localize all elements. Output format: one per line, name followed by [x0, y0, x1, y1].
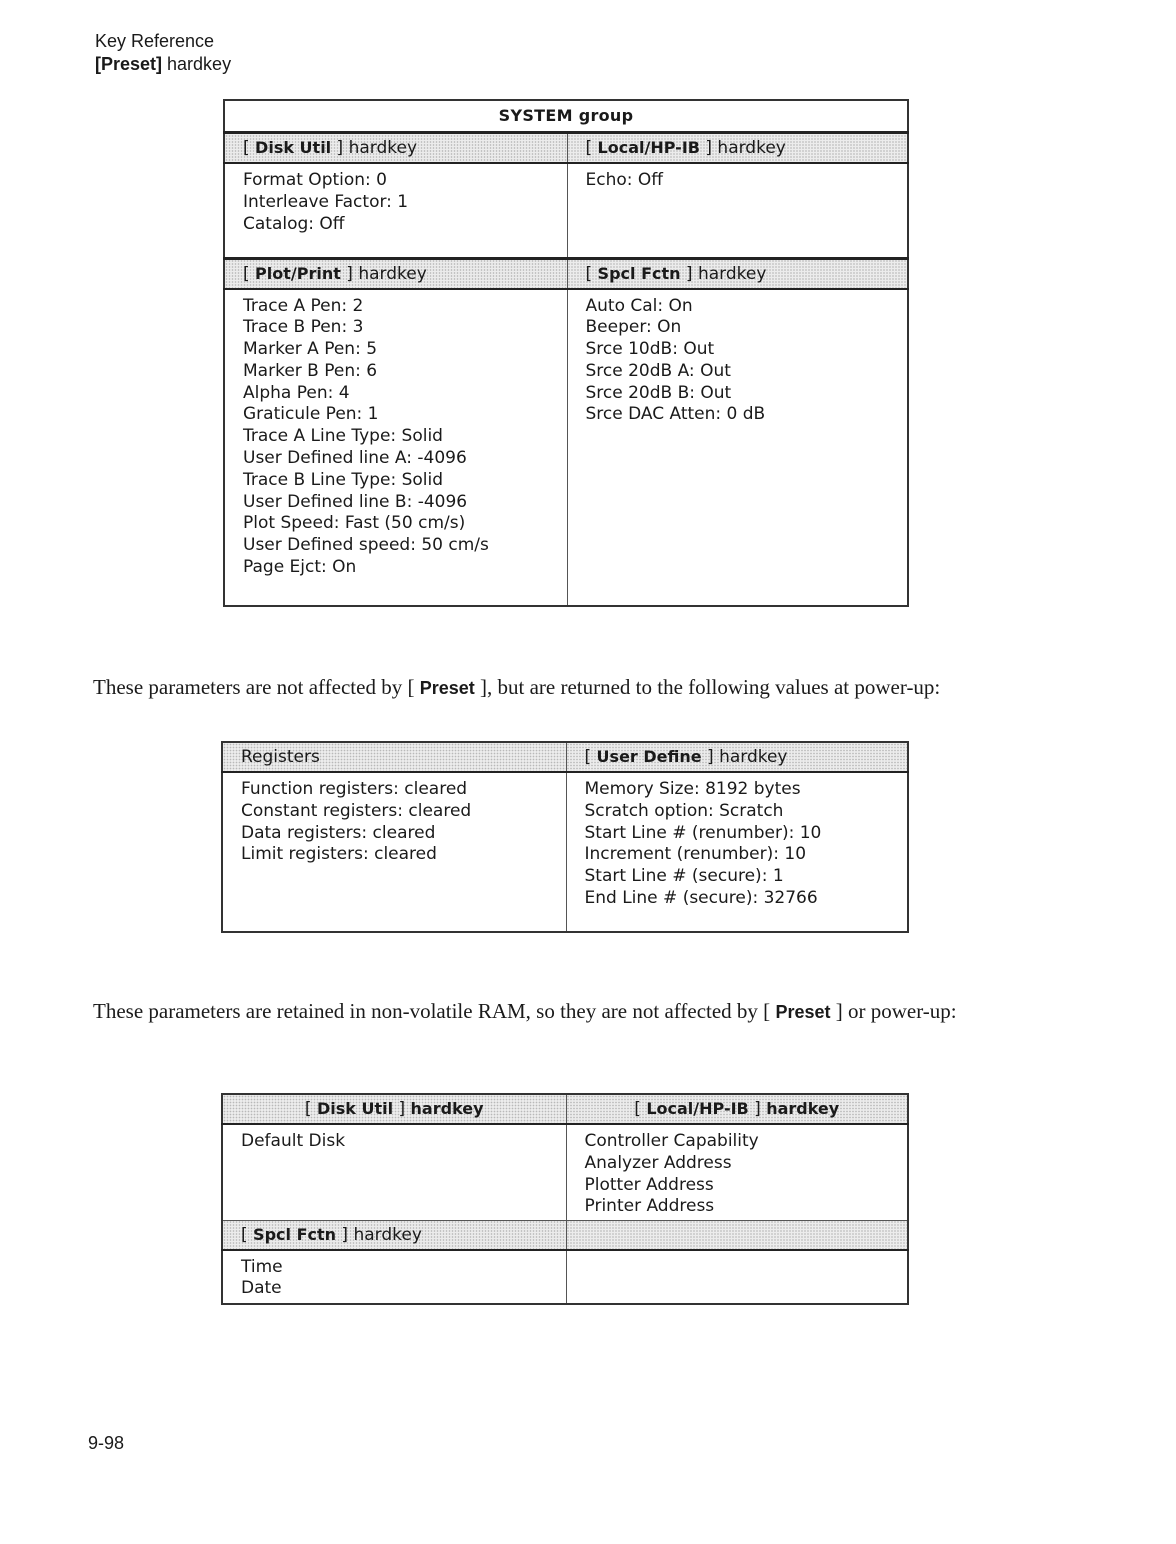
list-item: Trace A Line Type: Solid — [243, 426, 443, 447]
list-item: Function registers: cleared — [241, 779, 468, 799]
running-head-suffix: hardkey — [162, 54, 232, 74]
disk-util-cell — [224, 163, 567, 258]
nv-local-hpib-cell — [566, 1124, 908, 1220]
spcl-fctn-cell — [567, 289, 908, 607]
list-item: Time — [241, 1256, 283, 1277]
nv-disk-util-header: [ Disk Util ] hardkey — [222, 1094, 566, 1124]
running-head — [95, 30, 231, 76]
user-define-cell — [566, 772, 908, 932]
nv-empty-header — [566, 1220, 908, 1250]
registers-header: Registers — [222, 742, 566, 772]
list-item: Alpha Pen: 4 — [243, 382, 350, 403]
para1-text-after: ], but are returned to the following values at power-up: — [474, 675, 941, 699]
list-item: User Defined line A: -4096 — [243, 448, 467, 469]
list-item: Plotter Address — [584, 1174, 714, 1195]
running-head-subtitle — [95, 53, 231, 76]
spcl-fctn-suffix: hardkey — [697, 263, 767, 284]
list-item: Trace B Pen: 3 — [243, 317, 364, 338]
list-item: Graticule Pen: 1 — [243, 404, 379, 425]
list-item: Trace B Line Type: Solid — [243, 469, 444, 490]
list-item: Catalog: Off — [243, 213, 345, 234]
user-define-header: [ User Define ] hardkey — [566, 742, 908, 772]
nv-disk-util-suffix: hardkey — [410, 1099, 484, 1118]
nvram-table — [221, 1093, 909, 1305]
preset-key: Preset — [419, 678, 475, 698]
list-item: Echo: Off — [585, 170, 663, 190]
nv-disk-util-key: Disk Util — [316, 1099, 394, 1118]
list-item: Interleave Factor: 1 — [243, 191, 409, 212]
list-item: Auto Cal: On — [585, 295, 693, 316]
list-item: Constant registers: cleared — [241, 800, 472, 821]
list-item: Limit registers: cleared — [241, 844, 437, 865]
plot-print-key: Plot/Print — [255, 263, 341, 283]
system-group-table — [223, 99, 909, 607]
user-define-key: User Define — [596, 747, 702, 766]
running-head-title: Key Reference — [95, 31, 215, 51]
list-item: Default Disk — [241, 1131, 346, 1151]
disk-util-key: Disk Util — [255, 138, 332, 157]
local-hpib-header: [ Local/HP-IB ] hardkey — [567, 133, 908, 164]
list-item: Page Ejct: On — [243, 557, 357, 578]
list-item: Format Option: 0 — [243, 170, 387, 190]
nv-empty-cell — [566, 1250, 908, 1305]
nv-spcl-fctn-suffix: hardkey — [353, 1224, 422, 1245]
nv-spcl-fctn-key: Spcl Fctn — [253, 1224, 337, 1244]
list-item: Srce 10dB: Out — [585, 339, 715, 360]
nv-local-hpib-key: Local/HP-IB — [646, 1099, 749, 1118]
page-number: 9-98 — [88, 1433, 125, 1453]
preset-key: Preset — [775, 1002, 831, 1022]
spcl-fctn-key: Spcl Fctn — [597, 263, 681, 283]
local-hpib-key: Local/HP-IB — [597, 138, 700, 157]
nv-spcl-fctn-cell — [222, 1250, 566, 1305]
list-item: Srce DAC Atten: 0 dB — [585, 404, 766, 425]
list-item: Srce 20dB A: Out — [585, 360, 731, 381]
disk-util-suffix: hardkey — [348, 138, 418, 158]
list-item: Srce 20dB B: Out — [585, 382, 732, 403]
powerup-table — [221, 741, 909, 933]
local-hpib-cell — [567, 163, 908, 258]
list-item: Trace A Pen: 2 — [243, 295, 364, 316]
user-define-suffix: hardkey — [719, 747, 788, 767]
list-item: Memory Size: 8192 bytes — [584, 779, 801, 799]
nv-spcl-fctn-header: [ Spcl Fctn ] hardkey — [222, 1220, 566, 1250]
nvram-intro-paragraph — [93, 998, 973, 1025]
local-hpib-suffix: hardkey — [717, 138, 786, 158]
list-item: Printer Address — [584, 1196, 715, 1217]
para2-text-after: ] or power-up: — [830, 999, 957, 1023]
list-item: User Defined line B: -4096 — [243, 491, 468, 512]
spcl-fctn-header: [ Spcl Fctn ] hardkey — [567, 258, 908, 289]
list-item: Data registers: cleared — [241, 822, 436, 843]
list-item: Analyzer Address — [584, 1152, 732, 1173]
list-item: Start Line # (secure): 1 — [584, 866, 784, 887]
list-item: Increment (renumber): 10 — [584, 844, 807, 865]
plot-print-suffix: hardkey — [358, 263, 427, 284]
nv-local-hpib-suffix: hardkey — [766, 1099, 840, 1118]
list-item: Beeper: On — [585, 317, 682, 338]
para1-text-before: These parameters are not affected by [ — [93, 675, 420, 699]
list-item: Scratch option: Scratch — [584, 800, 784, 821]
list-item: Marker A Pen: 5 — [243, 339, 378, 360]
list-item: Date — [241, 1278, 282, 1299]
list-item: User Defined speed: 50 cm/s — [243, 535, 489, 556]
list-item: Plot Speed: Fast (50 cm/s) — [243, 513, 466, 534]
plot-print-header: [ Plot/Print ] hardkey — [224, 258, 567, 289]
registers-cell — [222, 772, 566, 932]
disk-util-header: [ Disk Util ] hardkey — [224, 133, 567, 164]
list-item: Start Line # (renumber): 10 — [584, 822, 822, 843]
nv-local-hpib-header: [ Local/HP-IB ] hardkey — [566, 1094, 908, 1124]
list-item: Controller Capability — [584, 1131, 759, 1151]
list-item: Marker B Pen: 6 — [243, 360, 378, 381]
preset-key-label: [Preset] — [95, 54, 163, 74]
powerup-intro-paragraph — [93, 674, 1053, 701]
system-group-title: SYSTEM group — [224, 100, 908, 133]
list-item: End Line # (secure): 32766 — [584, 887, 818, 908]
para2-text-before: These parameters are retained in non-volatile RAM, so they are not affected by [ — [93, 999, 776, 1023]
nv-disk-util-cell — [222, 1124, 566, 1220]
plot-print-cell — [224, 289, 567, 607]
